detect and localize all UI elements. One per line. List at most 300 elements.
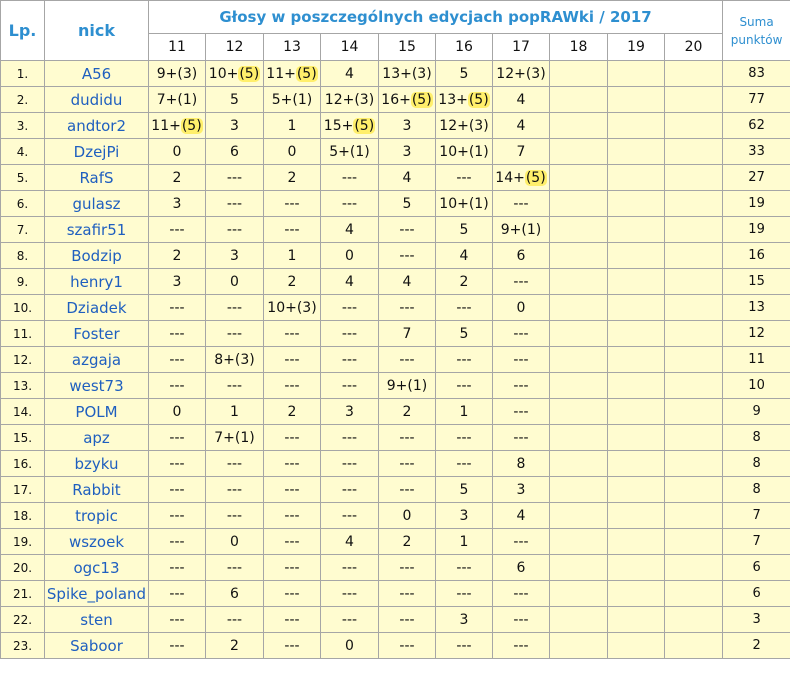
score-cell [665,503,723,529]
edition-header-20: 20 [665,34,723,61]
total-cell: 13 [723,295,790,321]
score-cell: 0 [321,243,379,269]
score-cell: --- [149,633,206,659]
table-row [1,165,790,191]
score-cell: --- [321,503,379,529]
edition-header-16: 16 [436,34,493,61]
score-cell [608,243,665,269]
score-cell: 4 [321,61,379,87]
score-cell: --- [436,425,493,451]
score-cell [608,61,665,87]
table-row [1,295,790,321]
score-cell: --- [379,295,436,321]
total-cell: 16 [723,243,790,269]
score-cell: --- [379,243,436,269]
score-cell: --- [149,373,206,399]
header-sum-line1: Suma [739,14,774,29]
score-cell [550,399,608,425]
rank-cell: 14. [1,399,45,425]
score-cell: 5 [436,477,493,503]
score-cell: --- [264,321,321,347]
edition-header-18: 18 [550,34,608,61]
table-row [1,321,790,347]
score-cell: --- [493,633,550,659]
nick-cell: andtor2 [45,113,149,139]
score-cell: 13+(5) [436,87,493,113]
score-cell [608,347,665,373]
nick-cell: Dziadek [45,295,149,321]
score-cell: --- [264,503,321,529]
total-cell: 62 [723,113,790,139]
score-cell [665,425,723,451]
bonus-highlight: (5) [468,91,489,108]
score-cell: 5 [436,217,493,243]
score-cell: --- [436,555,493,581]
score-cell: --- [321,425,379,451]
score-cell: --- [379,477,436,503]
score-cell: 2 [149,243,206,269]
score-cell: 10+(5) [206,61,264,87]
score-cell: 1 [264,243,321,269]
nick-cell: tropic [45,503,149,529]
score-cell: 4 [436,243,493,269]
score-cell: --- [264,555,321,581]
table-row [1,113,790,139]
score-cell: --- [149,347,206,373]
score-cell: 7 [493,139,550,165]
score-cell [550,529,608,555]
score-cell: --- [379,347,436,373]
nick-cell: gulasz [45,191,149,217]
score-cell: --- [321,477,379,503]
score-cell: --- [149,295,206,321]
table-row [1,191,790,217]
nick-cell: Bodzip [45,243,149,269]
total-cell: 8 [723,477,790,503]
score-cell: --- [321,451,379,477]
score-cell [550,165,608,191]
score-cell [550,295,608,321]
score-cell: 12+(3) [321,87,379,113]
rank-cell: 22. [1,607,45,633]
score-cell: 0 [493,295,550,321]
score-cell: 2 [206,633,264,659]
total-cell: 77 [723,87,790,113]
score-cell [665,399,723,425]
score-cell [665,477,723,503]
score-cell: 2 [436,269,493,295]
score-cell: --- [206,217,264,243]
score-cell: 5+(1) [264,87,321,113]
score-cell: --- [264,607,321,633]
score-cell: 1 [206,399,264,425]
score-cell [608,477,665,503]
score-cell [665,295,723,321]
table-row [1,87,790,113]
score-cell: --- [379,555,436,581]
score-cell: 3 [436,607,493,633]
rank-cell: 19. [1,529,45,555]
score-cell: 4 [379,269,436,295]
score-cell [550,269,608,295]
rank-cell: 21. [1,581,45,607]
score-cell: --- [149,217,206,243]
score-cell: --- [264,529,321,555]
total-cell: 7 [723,529,790,555]
score-cell: --- [436,451,493,477]
score-cell [550,191,608,217]
nick-cell: Foster [45,321,149,347]
score-cell: --- [149,451,206,477]
score-cell: --- [264,451,321,477]
rank-cell: 1. [1,61,45,87]
score-cell [550,607,608,633]
score-cell [550,451,608,477]
rank-cell: 10. [1,295,45,321]
table-row [1,243,790,269]
score-cell: 6 [206,581,264,607]
score-cell: --- [149,529,206,555]
table-row [1,529,790,555]
rank-cell: 7. [1,217,45,243]
score-cell: --- [493,581,550,607]
score-cell: 0 [149,399,206,425]
table-row [1,347,790,373]
table-row [1,581,790,607]
score-cell [550,503,608,529]
score-cell: --- [206,607,264,633]
score-cell: --- [206,165,264,191]
score-cell: --- [493,191,550,217]
total-cell: 19 [723,191,790,217]
edition-header-17: 17 [493,34,550,61]
score-cell: --- [321,581,379,607]
table-row [1,607,790,633]
score-cell: 1 [436,529,493,555]
rank-cell: 12. [1,347,45,373]
edition-header-14: 14 [321,34,379,61]
score-cell: --- [321,607,379,633]
score-cell [665,373,723,399]
score-cell [608,321,665,347]
score-cell [550,139,608,165]
score-cell: --- [206,477,264,503]
table-row [1,477,790,503]
score-cell: 3 [149,191,206,217]
score-cell: 9+(1) [493,217,550,243]
score-cell: --- [149,321,206,347]
score-cell: 3 [436,503,493,529]
rank-cell: 2. [1,87,45,113]
score-cell: 13+(3) [379,61,436,87]
score-cell [608,139,665,165]
score-cell: --- [436,633,493,659]
score-cell: 15+(5) [321,113,379,139]
score-cell: --- [321,373,379,399]
edition-header-12: 12 [206,34,264,61]
total-cell: 19 [723,217,790,243]
score-cell: --- [379,451,436,477]
rank-cell: 17. [1,477,45,503]
score-cell: --- [264,581,321,607]
score-cell: --- [436,373,493,399]
score-cell [665,529,723,555]
total-cell: 6 [723,555,790,581]
total-cell: 10 [723,373,790,399]
header-lp: Lp. [1,1,45,61]
rank-cell: 13. [1,373,45,399]
score-cell [665,269,723,295]
score-cell [665,607,723,633]
score-cell: --- [149,503,206,529]
total-cell: 11 [723,347,790,373]
score-cell [665,87,723,113]
score-cell: --- [206,451,264,477]
score-cell [608,451,665,477]
score-cell: --- [264,191,321,217]
edition-header-11: 11 [149,34,206,61]
score-cell: 10+(3) [264,295,321,321]
score-cell: 5 [379,191,436,217]
score-cell: --- [379,581,436,607]
score-cell [665,61,723,87]
score-cell: 4 [321,269,379,295]
score-cell: --- [149,581,206,607]
score-cell: --- [321,165,379,191]
nick-cell: Saboor [45,633,149,659]
table-row [1,373,790,399]
total-cell: 6 [723,581,790,607]
score-cell: --- [264,633,321,659]
score-cell [665,555,723,581]
score-cell: 4 [493,503,550,529]
score-cell: 1 [436,399,493,425]
score-cell: 6 [493,243,550,269]
rank-cell: 9. [1,269,45,295]
score-cell [665,347,723,373]
score-cell: 4 [321,217,379,243]
nick-cell: RafS [45,165,149,191]
score-cell: 16+(5) [379,87,436,113]
rank-cell: 15. [1,425,45,451]
table-body [1,61,790,659]
score-cell: 4 [493,87,550,113]
score-cell [665,113,723,139]
score-cell [550,61,608,87]
score-cell: --- [379,425,436,451]
nick-cell: west73 [45,373,149,399]
score-cell: --- [493,425,550,451]
total-cell: 7 [723,503,790,529]
table-row [1,61,790,87]
score-cell [608,165,665,191]
score-cell: 2 [264,399,321,425]
score-cell: --- [493,347,550,373]
score-cell: --- [149,555,206,581]
bonus-highlight: (5) [411,91,432,108]
score-cell: --- [493,529,550,555]
nick-cell: DzejPi [45,139,149,165]
score-cell: 3 [321,399,379,425]
score-cell [608,607,665,633]
score-cell: --- [436,347,493,373]
score-cell [550,425,608,451]
score-cell: 12+(3) [436,113,493,139]
score-cell: --- [264,347,321,373]
header-sum-line2: punktów [730,32,783,47]
rank-cell: 18. [1,503,45,529]
score-cell: --- [206,503,264,529]
score-cell: --- [264,217,321,243]
score-cell [665,581,723,607]
rank-cell: 5. [1,165,45,191]
rank-cell: 11. [1,321,45,347]
rank-cell: 20. [1,555,45,581]
score-cell: --- [206,295,264,321]
score-cell: 0 [206,529,264,555]
score-cell [608,269,665,295]
table-row [1,425,790,451]
score-cell [608,87,665,113]
score-cell: 4 [321,529,379,555]
total-cell: 2 [723,633,790,659]
score-cell: --- [264,425,321,451]
header-sum [723,1,790,61]
score-cell [550,633,608,659]
total-cell: 3 [723,607,790,633]
total-cell: 9 [723,399,790,425]
score-cell: --- [493,607,550,633]
score-cell: 7 [379,321,436,347]
score-cell: --- [206,555,264,581]
score-cell [550,555,608,581]
score-cell: 3 [379,139,436,165]
score-cell: 10+(1) [436,139,493,165]
rank-cell: 4. [1,139,45,165]
score-cell: 5 [206,87,264,113]
nick-cell: szafir51 [45,217,149,243]
score-cell [608,425,665,451]
score-cell: 3 [206,243,264,269]
score-cell: --- [206,373,264,399]
score-cell: 3 [149,269,206,295]
score-cell: --- [149,477,206,503]
score-cell [665,139,723,165]
score-cell: 5 [436,61,493,87]
header-nick: nick [45,1,149,61]
score-cell [665,243,723,269]
score-cell [608,373,665,399]
score-cell: 2 [264,269,321,295]
score-cell: --- [321,555,379,581]
bonus-highlight: (5) [181,117,202,134]
score-cell [608,633,665,659]
score-cell: --- [493,321,550,347]
score-cell: --- [321,295,379,321]
score-cell: 0 [149,139,206,165]
nick-cell: apz [45,425,149,451]
score-cell: 2 [379,399,436,425]
score-cell: --- [149,425,206,451]
score-cell [665,633,723,659]
score-cell: --- [206,321,264,347]
score-cell: 14+(5) [493,165,550,191]
bonus-highlight: (5) [354,117,375,134]
total-cell: 27 [723,165,790,191]
table-row [1,633,790,659]
total-cell: 12 [723,321,790,347]
score-cell: 7+(1) [149,87,206,113]
score-cell [608,191,665,217]
score-cell: --- [264,373,321,399]
score-cell: 0 [206,269,264,295]
score-cell: 3 [206,113,264,139]
bonus-highlight: (5) [525,169,546,186]
score-cell [608,295,665,321]
score-cell [550,321,608,347]
table-row [1,139,790,165]
bonus-highlight: (5) [239,65,260,82]
score-cell: --- [493,399,550,425]
score-cell [665,321,723,347]
score-cell: --- [149,607,206,633]
rank-cell: 16. [1,451,45,477]
score-cell: 8 [493,451,550,477]
score-cell [608,503,665,529]
score-cell: 3 [493,477,550,503]
score-cell [550,581,608,607]
score-cell: --- [321,191,379,217]
score-cell: --- [379,633,436,659]
header-title: Głosy w poszczególnych edycjach popRAWki / 2017 [149,1,723,34]
rank-cell: 23. [1,633,45,659]
table-row [1,269,790,295]
total-cell: 15 [723,269,790,295]
total-cell: 83 [723,61,790,87]
nick-cell: wszoek [45,529,149,555]
score-cell: 1 [264,113,321,139]
score-cell [665,191,723,217]
score-cell [550,113,608,139]
score-cell: 8+(3) [206,347,264,373]
table-row [1,399,790,425]
score-cell [608,113,665,139]
nick-cell: ogc13 [45,555,149,581]
edition-header-15: 15 [379,34,436,61]
score-cell: 5+(1) [321,139,379,165]
score-cell [665,451,723,477]
score-cell: 0 [321,633,379,659]
score-cell [550,373,608,399]
score-cell: --- [436,581,493,607]
score-cell: --- [379,217,436,243]
score-cell: 2 [264,165,321,191]
score-cell: 0 [264,139,321,165]
nick-cell: Rabbit [45,477,149,503]
nick-cell: azgaja [45,347,149,373]
score-cell: 11+(5) [264,61,321,87]
nick-cell: A56 [45,61,149,87]
score-cell: 12+(3) [493,61,550,87]
score-cell: 0 [379,503,436,529]
bonus-highlight: (5) [296,65,317,82]
score-cell: --- [493,269,550,295]
nick-cell: POLM [45,399,149,425]
table-row [1,555,790,581]
nick-cell: dudidu [45,87,149,113]
score-cell: 11+(5) [149,113,206,139]
score-cell: 6 [206,139,264,165]
